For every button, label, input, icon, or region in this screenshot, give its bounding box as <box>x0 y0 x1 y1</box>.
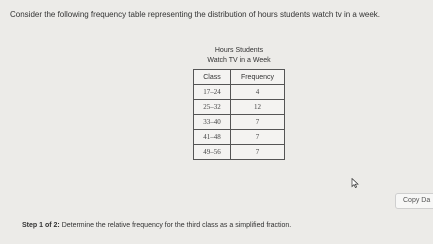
frequency-cell: 7 <box>231 145 285 160</box>
table-title-line-1: Hours Students <box>214 47 264 54</box>
step-text: Determine the relative frequency for the third class as a simplified fraction. <box>61 222 292 229</box>
mouse-pointer-icon <box>351 178 359 188</box>
table-row <box>194 115 285 130</box>
frequency-cell: 4 <box>231 85 285 100</box>
table-row <box>194 85 285 100</box>
frequency-table-container <box>193 46 285 160</box>
frequency-cell: 7 <box>231 130 285 145</box>
table-row <box>194 100 285 115</box>
class-cell: 25–32 <box>194 100 231 115</box>
class-cell: 41–48 <box>194 130 231 145</box>
copy-data-button[interactable]: Copy Da <box>395 193 433 209</box>
table-title-line-2: Watch TV in a Week <box>207 57 271 64</box>
question-prompt: Consider the following frequency table representing the distribution of hours students watch tv in a week. <box>10 10 380 19</box>
class-cell: 49–56 <box>194 145 231 160</box>
frequency-table <box>193 69 285 160</box>
class-cell: 17–24 <box>194 85 231 100</box>
table-row <box>194 130 285 145</box>
class-cell: 33–40 <box>194 115 231 130</box>
header-class: Class <box>194 70 231 85</box>
step-label: Step 1 of 2: <box>22 222 60 229</box>
frequency-cell: 12 <box>231 100 285 115</box>
table-title <box>193 46 285 66</box>
step-instruction <box>22 222 291 229</box>
header-frequency: Frequency <box>231 70 285 85</box>
frequency-cell: 7 <box>231 115 285 130</box>
table-row <box>194 145 285 160</box>
table-header-row <box>194 70 285 85</box>
